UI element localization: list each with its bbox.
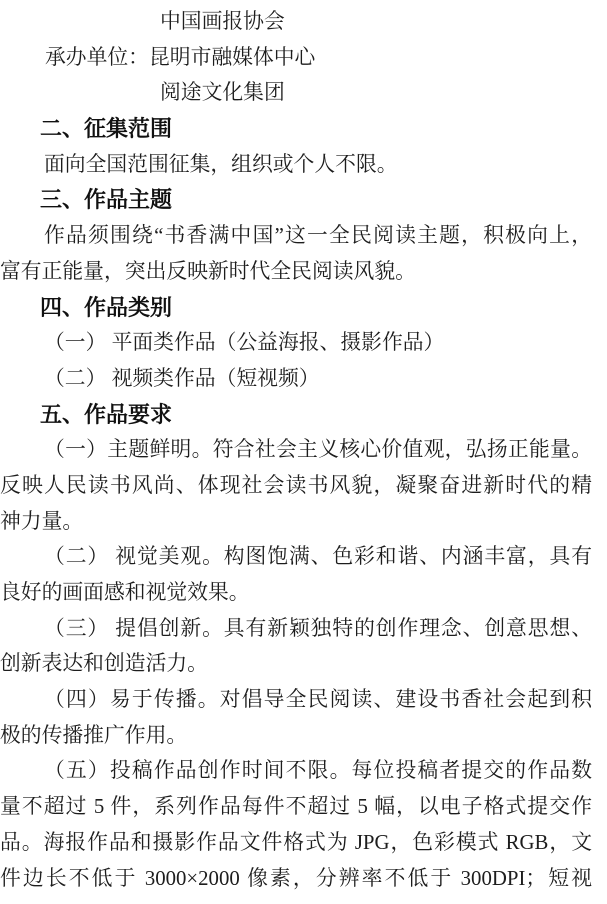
section-heading: 二、征集范围 <box>40 116 173 142</box>
document-line: （五）投稿作品创作时间不限。每位投稿者提交的作品数 <box>44 759 592 783</box>
document-line: （三） 提倡创新。具有新颖独特的创作理念、创意思想、 <box>44 616 592 640</box>
document-line: 作品须围绕“书香满中国”这一全民阅读主题，积极向上， <box>44 224 592 248</box>
document-line: 量不超过 5 件，系列作品每件不超过 5 幅，以电子格式提交作 <box>0 795 592 819</box>
document-line: （二） 视频类作品（短视频） <box>44 366 320 390</box>
document-line: 创新表达和创造活力。 <box>0 652 208 676</box>
document-line: 品。海报作品和摄影作品文件格式为 JPG，色彩模式 RGB，文 <box>0 830 592 854</box>
document-line: （一）主题鲜明。符合社会主义核心价值观，弘扬正能量。 <box>44 438 592 462</box>
document-line: 面向全国范围征集，组织或个人不限。 <box>44 152 398 176</box>
document-line: 阅途文化集团 <box>160 81 285 105</box>
document-line: 富有正能量，突出反映新时代全民阅读风貌。 <box>0 259 416 283</box>
document-line: 中国画报协会 <box>160 10 285 33</box>
document-line: 件边长不低于 3000×2000 像素，分辨率不低于 300DPI；短视 <box>0 866 592 890</box>
document-line: 极的传播推广作用。 <box>0 723 188 747</box>
document-line: 反映人民读书风尚、体现社会读书风貌，凝聚奋进新时代的精 <box>0 473 592 497</box>
section-heading: 四、作品类别 <box>40 294 173 320</box>
document-line: 神力量。 <box>0 509 84 533</box>
section-heading: 五、作品要求 <box>40 401 173 427</box>
document-line: （四）易于传播。对倡导全民阅读、建设书香社会起到积 <box>44 688 592 712</box>
document-line: （二） 视觉美观。构图饱满、色彩和谐、内涵丰富，具有 <box>44 545 592 569</box>
document-line: 良好的画面感和视觉效果。 <box>0 581 250 604</box>
document-line: 承办单位：昆明市融媒体中心 <box>45 45 316 69</box>
section-heading: 三、作品主题 <box>40 187 173 213</box>
document-line: （一） 平面类作品（公益海报、摄影作品） <box>44 331 445 355</box>
